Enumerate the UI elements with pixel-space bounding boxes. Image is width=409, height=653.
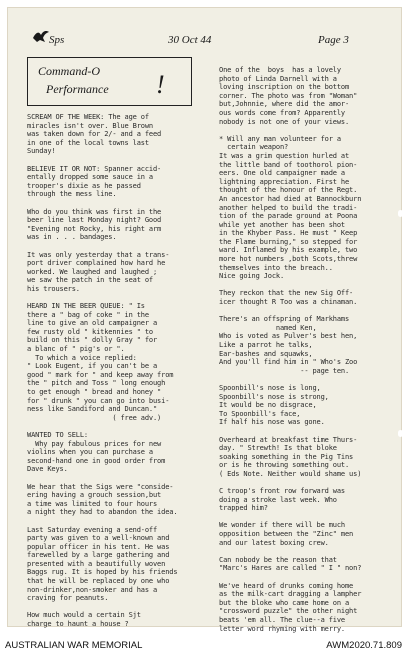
title-box [27, 57, 192, 106]
bird-logo-icon [32, 29, 50, 43]
footer-bar [0, 639, 409, 653]
header-sps: Sps [49, 34, 65, 46]
punch-hole [398, 430, 403, 437]
title-exclamation: ! [156, 70, 165, 99]
footer-institution: AUSTRALIAN WAR MEMORIAL [5, 640, 143, 651]
punch-hole [398, 210, 403, 217]
right-column-text: One of the boys has a lovely photo of Linda Darnell with a loving inscription on the bottom corner. The photo was from "Woman" but,Johnnie, where did the amor- ous words come from? Apparently nobody is not one of your views. * Will any man volunteer for a certain weapon? It was a grim question hurled at the little band of toothorol pion- eers. One old campaigner made a lightning appreciation. First he thought of the honour of the Regt. An ancestor had died at Bannockburn another helped to build the tradi- tion of the parade ground at Poona while yet another has been shot in the Khyber Pass. He must " Keep the Flame burning," so stepped for ward. Inflamed by his example, two more hot numbers ,both Scots,threw themselves into the breach.. Nice going Jock. They reckon that the new Sig Off- icer thought R Too was a chinaman. There's an offspring of Markhams named Ken, Who is voted as Pulver's best hen, Like a parrot he talks, Ear-bashes and squawks, And you'll find him in " Who's Zoo -- page ten. Spoonbill's nose is long, Spoonbill's nose is strong, It would be no disgrace, To Spoonbill's face, If half his nose was gone. Overheard at breakfast time Thurs- day. " Strewth! Is that bloke soaking something in the Pig Tins or is he throwing something out. ( Eds Note. Neither would shame us) C troop's front row forward was doing a stroke last week. Who trapped him? We wonder if there will be much opposition between the "Zinc" men and our latest boxing crew. Can nobody be the reason that "Marc's Hares are called " I " non? We've heard of drunks coming home as the milk-cart dragging a lampher but the bloke who came home on a "crossword puzzle" the other night beats 'em all. The clue--a five letter word rhyming with merry. [219, 66, 362, 633]
title-line-1: Command-O [38, 64, 100, 78]
header-page-number: Page 3 [318, 34, 349, 46]
header-date: 30 Oct 44 [168, 34, 212, 46]
title-line-2: Performance [46, 82, 109, 96]
footer-accession-number: AWM2020.71.809 [326, 640, 402, 651]
left-column-text: SCREAM OF THE WEEK: The age of miracles isn't over. Blue Brown was taken down for 2/- and a feed in one of the local towns last Sunday! BELIEVE IT OR NOT: Spanner accid- entally dropped some sauce in a trooper's dixie as he passed through the mess line. Who do you think was first in the beer line last Monday night? Good "Evening not Rocky, his right arm was in . . . bandages. It was only yesterday that a trans- port driver complained how hard he worked. We laughed and laughed ; we saw the patch in the seat of his trousers. HEARD IN THE BEER QUEUE: " Is there a " bag of coke " in the line to give an old campaigner a few rusty old " kitkennies " to build on this " dolly Gray " for a blanc of " pig's or ". To which a voice replied: " Look Eugent, if you can't be a good " mark for " and keep away from the " pitch and Toss " long enough to get enough " bread and honey " for " drunk " you can go into busi- ness like Sandiford and Duncan." ( free adv.) WANTED TO SELL: Why pay fabulous prices for new violins when you can purchase a second-hand one in good order from Dave Keys. We hear that the Sigs were "conside- ering having a grouch session,but a time was limited to four hours a night they had to abandon the idea. Last Saturday evening a send-off party was given to a well-known and popular officer in his tent. He was farewelled by a large gathering and presented with a beautifully woven Baggs rug. It is hoped by his friends that he will be replaced by one who non-drinker,non-smoker and has a craving for peanuts. How much would a certain Sjt charge to haunt a house ? [27, 113, 178, 629]
